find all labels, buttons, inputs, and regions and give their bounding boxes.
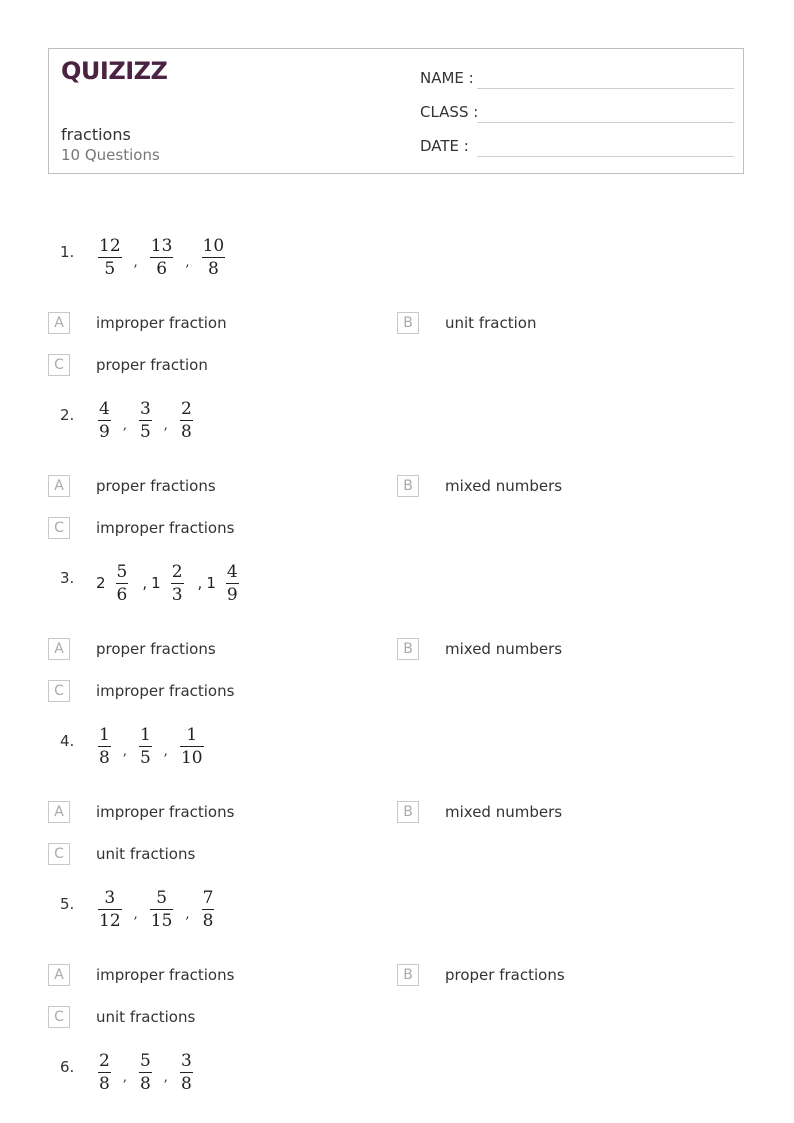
denominator: 8 — [139, 1073, 151, 1094]
fraction — [96, 887, 124, 932]
fraction — [137, 1050, 154, 1095]
question-number: 5. — [60, 895, 75, 913]
whole-number: 1 — [206, 574, 216, 592]
denominator: 10 — [180, 747, 203, 768]
quizizz-logo: QUIZIZZ — [61, 57, 168, 85]
numerator: 7 — [202, 887, 214, 908]
question-expression — [96, 721, 206, 771]
fraction — [114, 561, 131, 606]
option-letter-box[interactable]: A — [48, 964, 70, 986]
comma-separator: , — [185, 906, 190, 922]
question-number: 1. — [60, 243, 75, 261]
fraction — [96, 1050, 113, 1095]
option-text: mixed numbers — [445, 803, 563, 821]
denominator: 9 — [226, 584, 238, 605]
denominator: 8 — [99, 747, 110, 768]
fraction — [224, 561, 241, 606]
question-expression — [96, 884, 216, 934]
numerator: 5 — [139, 1050, 151, 1071]
numerator: 4 — [99, 398, 110, 419]
option-letter-box[interactable]: A — [48, 475, 70, 497]
numerator: 3 — [139, 398, 151, 419]
numerator: 5 — [116, 561, 128, 582]
question-number: 6. — [60, 1058, 75, 1076]
numerator: 2 — [171, 561, 183, 582]
option-letter-box[interactable]: B — [397, 475, 419, 497]
fraction — [137, 398, 154, 443]
date-field[interactable] — [420, 135, 734, 157]
option-letter-box[interactable]: C — [48, 843, 70, 865]
question-expression — [96, 395, 195, 445]
name-label: NAME : — [420, 69, 474, 87]
numerator: 3 — [104, 887, 116, 908]
denominator: 9 — [99, 421, 110, 442]
class-field[interactable] — [420, 101, 734, 123]
denominator: 8 — [207, 258, 219, 279]
name-line[interactable] — [477, 88, 734, 89]
denominator: 6 — [156, 258, 168, 279]
numerator: 3 — [180, 1050, 192, 1071]
option-text: unit fractions — [96, 845, 196, 863]
denominator: 8 — [180, 421, 192, 442]
numerator: 4 — [226, 561, 238, 582]
option-text: proper fractions — [96, 477, 216, 495]
fraction — [96, 235, 124, 280]
option-letter-box[interactable]: A — [48, 638, 70, 660]
question-number: 2. — [60, 406, 75, 424]
option-text: improper fractions — [96, 682, 235, 700]
question-expression — [96, 558, 241, 608]
comma-separator: , — [133, 254, 138, 270]
comma-separator: , — [133, 906, 138, 922]
denominator: 12 — [99, 910, 121, 931]
denominator: 5 — [139, 747, 151, 768]
option-text: improper fractions — [96, 803, 235, 821]
option-text: mixed numbers — [445, 640, 563, 658]
fraction — [169, 561, 186, 606]
whole-number: 1 — [151, 574, 161, 592]
date-line[interactable] — [477, 156, 734, 157]
worksheet-header — [48, 48, 744, 174]
question-count: 10 Questions — [61, 146, 160, 164]
class-line[interactable] — [477, 122, 734, 123]
numerator: 5 — [156, 887, 168, 908]
comma-separator: , — [163, 1069, 168, 1085]
question-number: 4. — [60, 732, 75, 750]
question-number: 3. — [60, 569, 75, 587]
name-field[interactable] — [420, 67, 734, 89]
denominator: 5 — [139, 421, 151, 442]
numerator: 1 — [186, 724, 198, 745]
fraction — [178, 398, 195, 443]
date-label: DATE : — [420, 137, 469, 155]
numerator: 2 — [180, 398, 192, 419]
option-text: unit fractions — [96, 1008, 196, 1026]
denominator: 5 — [104, 258, 116, 279]
option-text: proper fractions — [96, 640, 216, 658]
denominator: 8 — [180, 1073, 192, 1094]
option-text: improper fractions — [96, 519, 235, 537]
question-expression — [96, 232, 227, 282]
denominator: 3 — [171, 584, 183, 605]
question-expression — [96, 1047, 195, 1097]
fraction — [200, 235, 228, 280]
numerator: 13 — [150, 235, 173, 256]
comma-separator: , — [197, 574, 203, 592]
option-letter-box[interactable]: B — [397, 801, 419, 823]
fraction — [96, 724, 113, 769]
option-text: proper fraction — [96, 356, 208, 374]
denominator: 15 — [150, 910, 173, 931]
option-text: proper fractions — [445, 966, 565, 984]
fraction — [178, 724, 206, 769]
fraction — [137, 724, 154, 769]
fraction — [178, 1050, 195, 1095]
class-label: CLASS : — [420, 103, 479, 121]
numerator: 1 — [139, 724, 151, 745]
option-letter-box[interactable]: B — [397, 312, 419, 334]
denominator: 8 — [99, 1073, 110, 1094]
option-letter-box[interactable]: C — [48, 1006, 70, 1028]
option-letter-box[interactable]: A — [48, 312, 70, 334]
comma-separator: , — [122, 743, 127, 759]
numerator: 2 — [99, 1050, 110, 1071]
option-letter-box[interactable]: A — [48, 801, 70, 823]
option-letter-box[interactable]: B — [397, 638, 419, 660]
option-letter-box[interactable]: C — [48, 354, 70, 376]
worksheet-title: fractions — [61, 125, 131, 144]
option-text: mixed numbers — [445, 477, 563, 495]
option-letter-box[interactable]: C — [48, 517, 70, 539]
numerator: 10 — [202, 235, 225, 256]
fraction — [96, 398, 113, 443]
comma-separator: , — [163, 743, 168, 759]
comma-separator: , — [142, 574, 148, 592]
numerator: 12 — [99, 235, 121, 256]
option-text: unit fraction — [445, 314, 537, 332]
comma-separator: , — [185, 254, 190, 270]
fraction — [148, 235, 176, 280]
whole-number: 2 — [96, 574, 106, 592]
comma-separator: , — [122, 417, 127, 433]
option-text: improper fraction — [96, 314, 227, 332]
option-letter-box[interactable]: C — [48, 680, 70, 702]
denominator: 8 — [202, 910, 214, 931]
fraction — [148, 887, 176, 932]
comma-separator: , — [122, 1069, 127, 1085]
option-text: improper fractions — [96, 966, 235, 984]
comma-separator: , — [163, 417, 168, 433]
denominator: 6 — [116, 584, 128, 605]
fraction — [200, 887, 217, 932]
option-letter-box[interactable]: B — [397, 964, 419, 986]
numerator: 1 — [99, 724, 110, 745]
